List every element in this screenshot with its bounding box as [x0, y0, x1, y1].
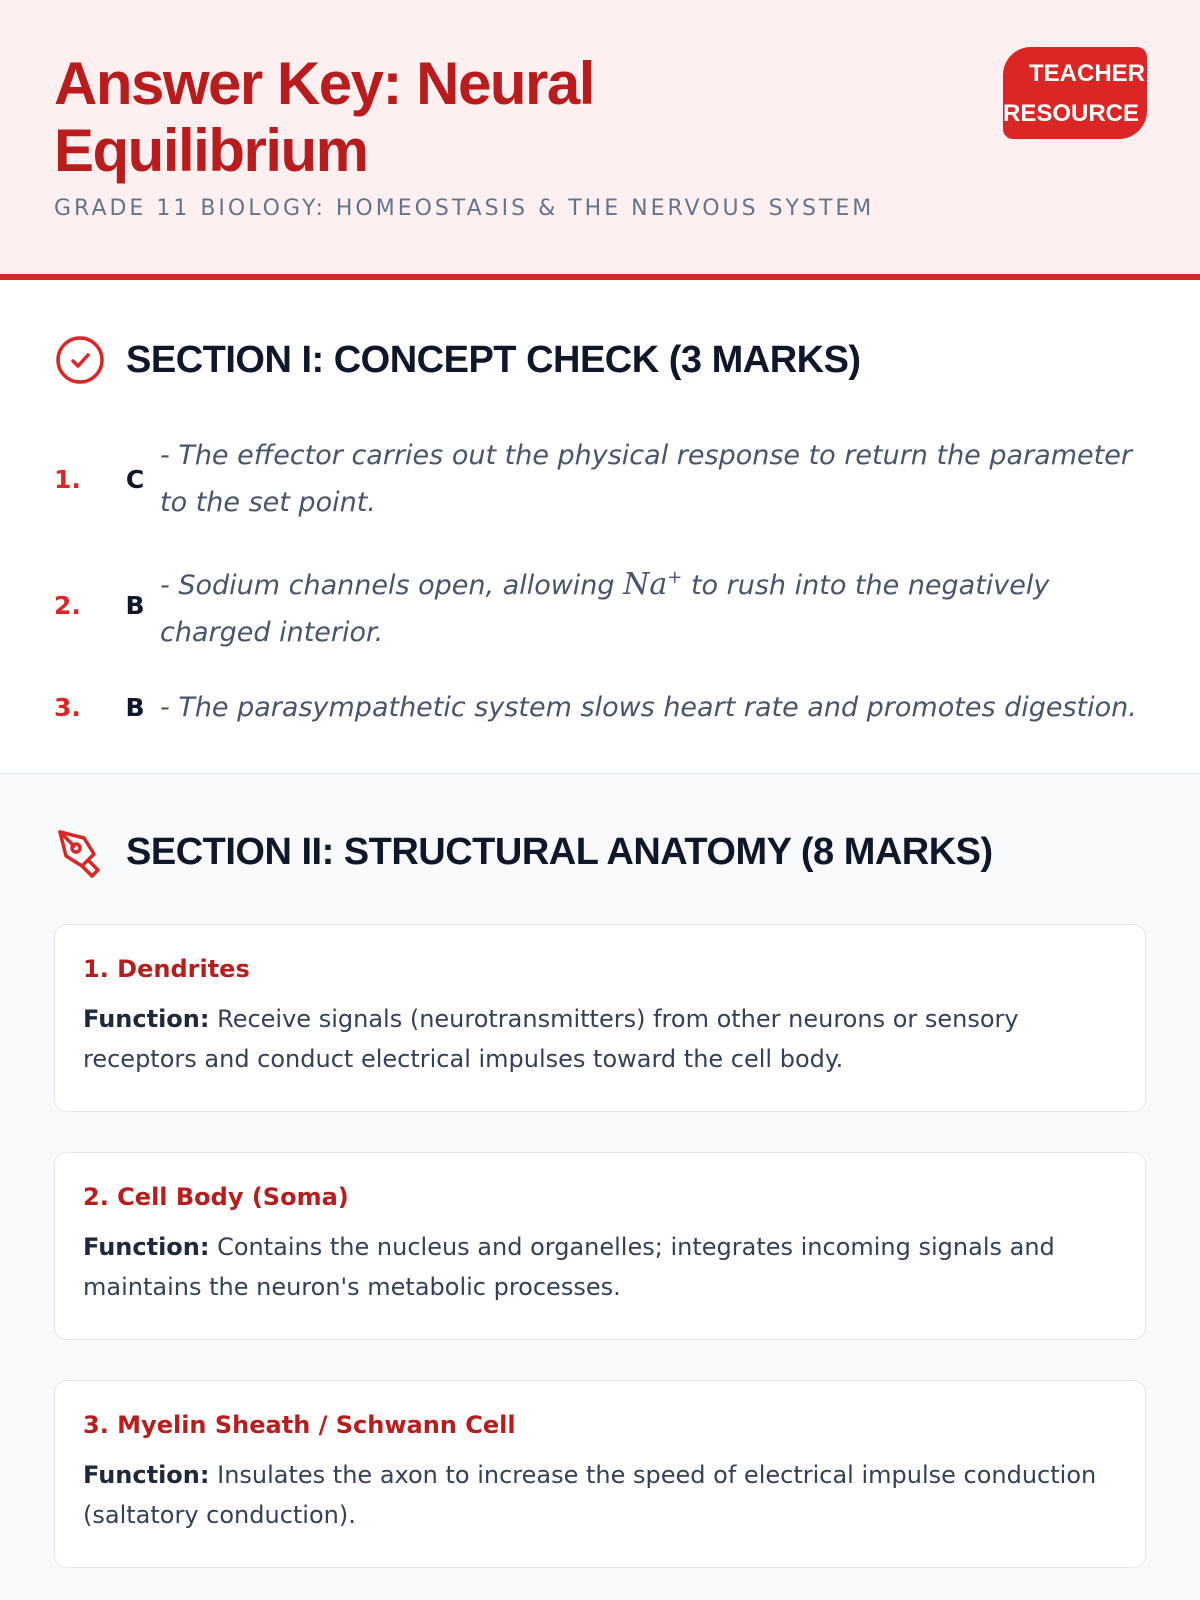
badge-line-1: TEACHER — [1028, 60, 1145, 87]
answer-letter: B — [125, 590, 145, 620]
function-label: Function: — [83, 1461, 210, 1489]
function-label: Function: — [83, 1005, 210, 1033]
card-title: 3. Myelin Sheath / Schwann Cell — [83, 1411, 516, 1439]
teacher-resource-badge — [1003, 47, 1147, 139]
page-header — [0, 0, 1200, 280]
card-title: 1. Dendrites — [83, 955, 250, 983]
function-label: Function: — [83, 1233, 210, 1261]
pen-tool-icon — [54, 826, 106, 878]
answer-letter: B — [125, 693, 145, 722]
answer-explanation: - The effector carries out the physical response to return the parameter to the set point. — [160, 440, 1132, 518]
answer-item — [54, 432, 1146, 526]
answer-number: 3. — [54, 693, 81, 722]
answer-number: 2. — [54, 590, 81, 620]
card-body — [83, 1455, 1117, 1535]
check-circle-icon — [54, 334, 106, 386]
card-title: 2. Cell Body (Soma) — [83, 1183, 349, 1211]
card-body — [83, 1227, 1117, 1307]
answer-number: 1. — [54, 464, 81, 494]
badge-line-2: RESOURCE — [1003, 100, 1140, 127]
formula-charge: + — [667, 567, 683, 588]
explanation-text: - Sodium channels open, allowing — [160, 570, 624, 601]
card-body — [83, 999, 1117, 1079]
page-subtitle: GRADE 11 BIOLOGY: HOMEOSTASIS & THE NERVOUS SYSTEM — [54, 196, 875, 221]
explanation-text: to rush into the negatively charged interior. — [160, 570, 1050, 648]
section-heading — [54, 334, 1146, 386]
answer-item — [54, 554, 1146, 656]
section-concept-check — [0, 280, 1200, 774]
page-title: Answer Key: Neural Equilibrium — [54, 50, 594, 184]
formula-base: Na — [623, 567, 668, 602]
section-structural-anatomy — [0, 774, 1200, 1568]
anatomy-card — [54, 924, 1146, 1112]
anatomy-card — [54, 1380, 1146, 1568]
anatomy-card — [54, 1152, 1146, 1340]
section-title: SECTION II: STRUCTURAL ANATOMY (8 MARKS) — [126, 830, 993, 873]
function-text: Receive signals (neurotransmitters) from other neurons or sensory receptors and conduct electrical impulses toward the cell body. — [83, 1005, 1019, 1073]
function-text: Contains the nucleus and organelles; integrates incoming signals and maintains the neuron's metabolic processes. — [83, 1233, 1055, 1301]
answer-explanation: - The parasympathetic system slows heart rate and promotes digestion. — [160, 692, 1137, 723]
section-heading — [54, 826, 1146, 878]
answer-explanation — [160, 554, 1146, 656]
function-text: Insulates the axon to increase the speed of electrical impulse conduction (saltatory conduction). — [83, 1461, 1097, 1529]
answer-letter: C — [125, 464, 145, 494]
section-title: SECTION I: CONCEPT CHECK (3 MARKS) — [126, 338, 861, 381]
answer-item — [54, 684, 1146, 731]
sodium-ion-formula — [623, 567, 682, 602]
